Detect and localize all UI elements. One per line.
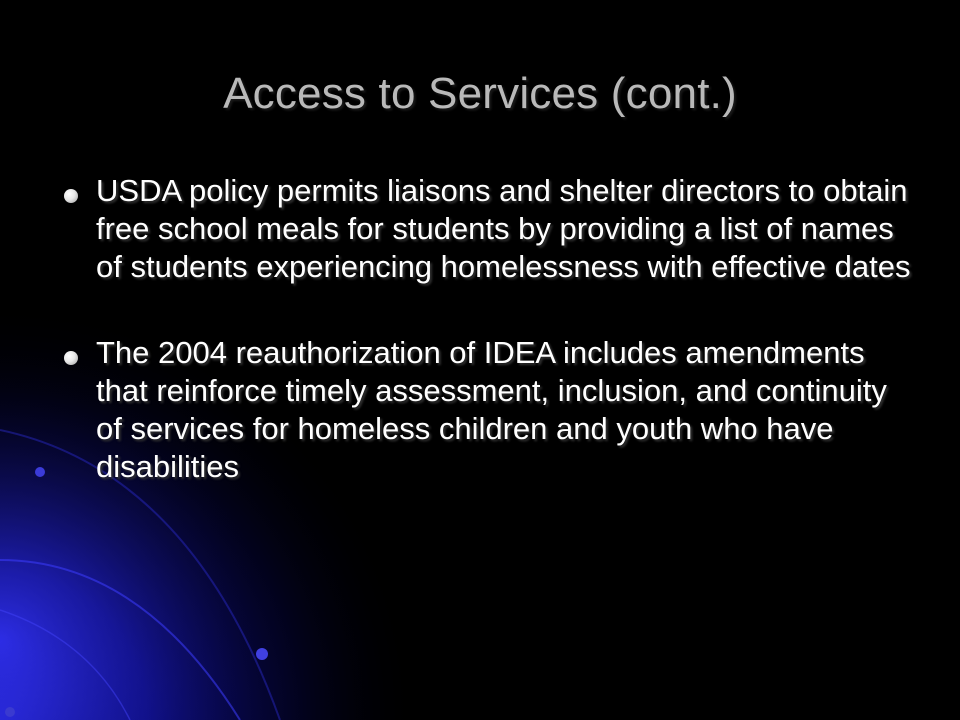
bullet-list [62, 172, 912, 534]
bullet-text: USDA policy permits liaisons and shelter directors to obtain free school meals for students by providing a list of names of students experiencing homelessness with effective dates [96, 173, 911, 284]
bullet-dot-icon [64, 351, 78, 365]
slide-title: Access to Services (cont.) [223, 69, 737, 118]
glow-dot [256, 648, 268, 660]
glow-dot [35, 467, 45, 477]
bullet-dot-icon [64, 189, 78, 203]
bullet-item [62, 172, 912, 286]
bullet-text: The 2004 reauthorization of IDEA includes amendments that reinforce timely assessment, inclusion, and continuity of services for homeless children and youth who have disabilities [96, 335, 887, 484]
glow-dot [5, 707, 15, 717]
bullet-item [62, 334, 912, 486]
